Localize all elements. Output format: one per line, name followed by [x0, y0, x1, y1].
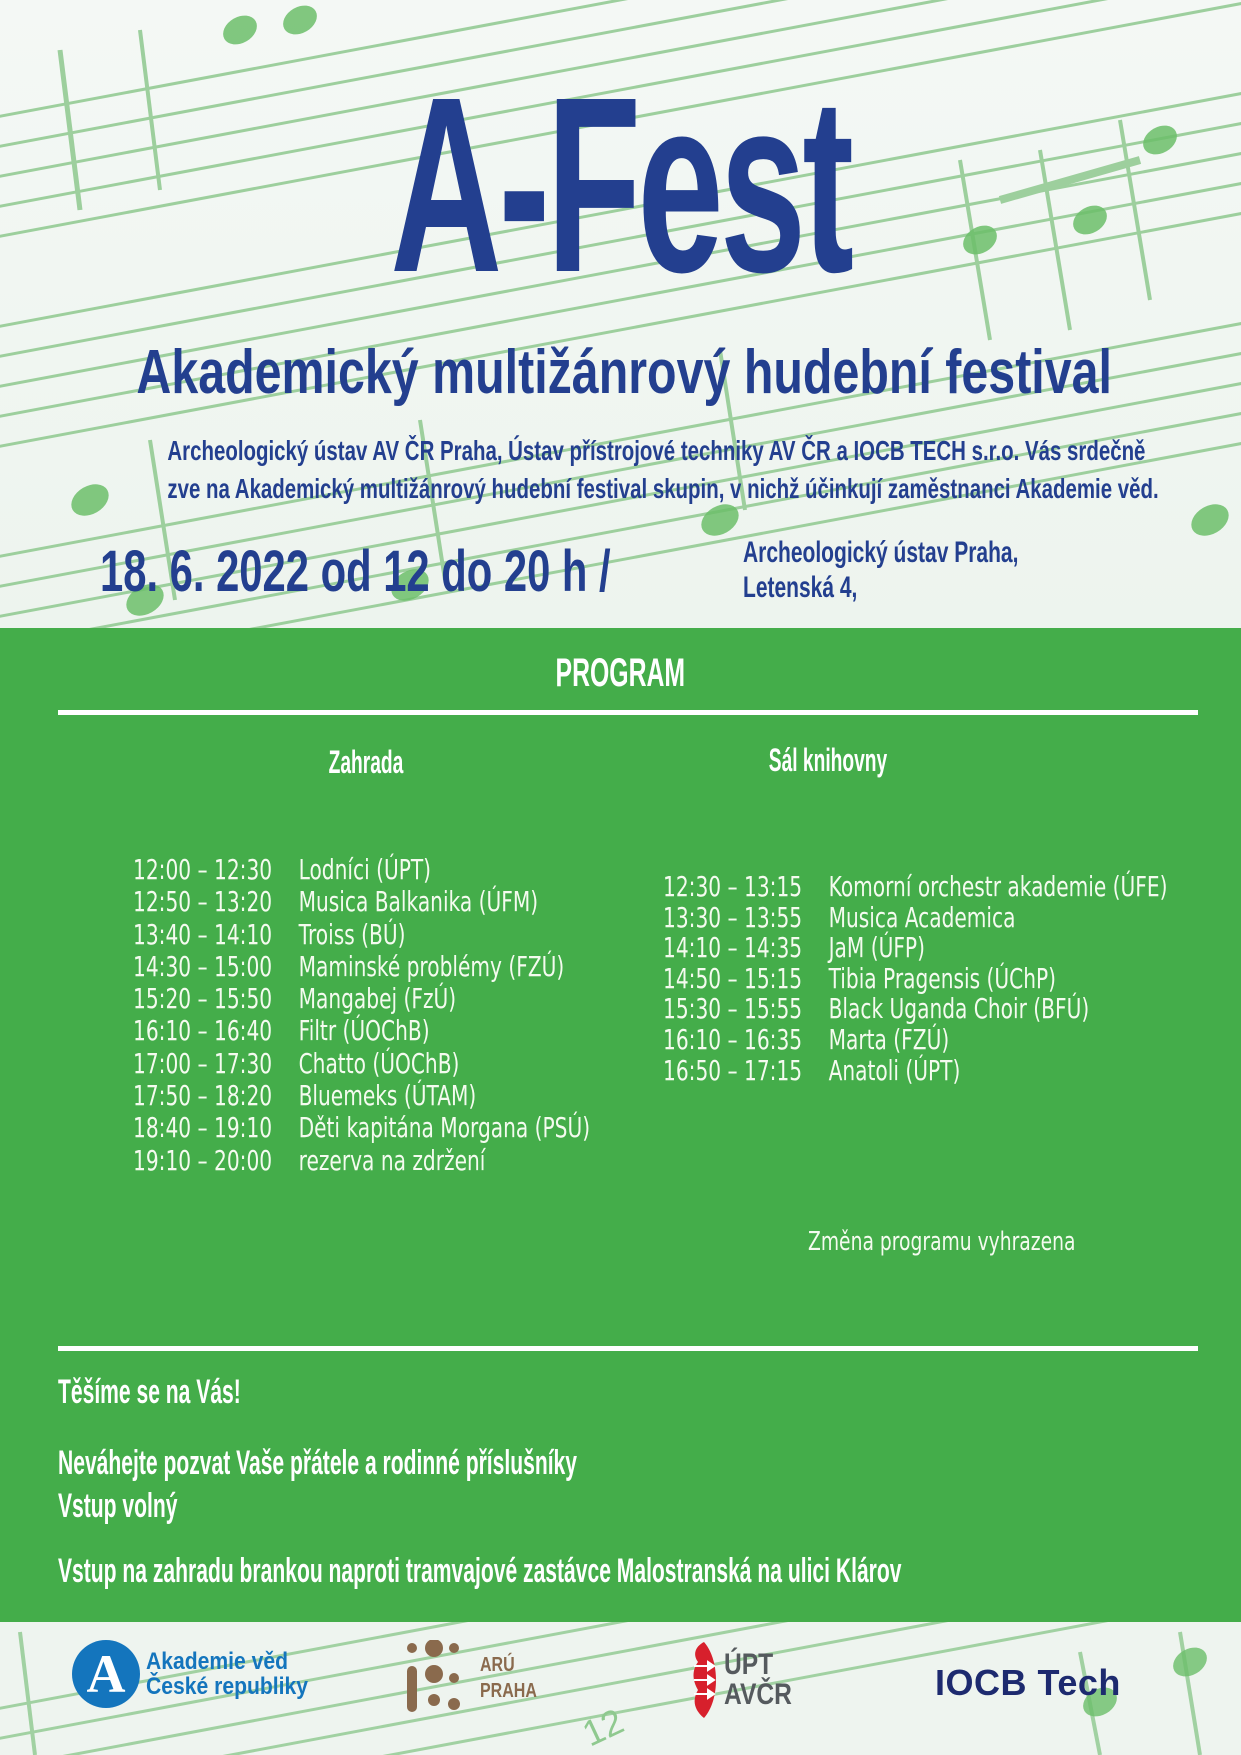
logo-upt-avcr[interactable]: [690, 1640, 807, 1720]
invitation-line-2: zve na Akademický multižánrový hudební festival skupin, v nichž účinkují zaměstnanci Akademie věd.: [167, 473, 1159, 504]
column-heading-zahrada: Zahrada: [328, 744, 404, 780]
slot-act: Děti kapitána Morgana (PSÚ): [298, 1111, 591, 1145]
slot-act: Bluemeks (ÚTAM): [298, 1079, 477, 1113]
venue-line-2: Letenská 4,: [743, 571, 858, 604]
schedule-row: [133, 1145, 590, 1177]
event-date-time: 18. 6. 2022 od 12 do 20 h /: [100, 539, 611, 604]
schedule-row: [133, 886, 590, 918]
slot-time: 16:50 – 17:15: [663, 1053, 803, 1087]
slot-act: Troiss (BÚ): [298, 917, 406, 951]
slot-time: 12:00 – 12:30: [133, 853, 273, 886]
schedule-row: [133, 919, 590, 951]
slot-act: Black Uganda Choir (BFÚ): [828, 992, 1090, 1026]
slot-time: 15:20 – 15:50: [133, 982, 273, 1016]
slot-time: 12:30 – 13:15: [663, 870, 803, 903]
logo-iocb-tech[interactable]: [935, 1662, 1121, 1704]
logo-aru-praha[interactable]: [404, 1640, 551, 1716]
program-divider-bottom: [58, 1346, 1198, 1351]
slot-time: 16:10 – 16:35: [663, 1022, 803, 1056]
upt-wordmark: [724, 1650, 792, 1710]
schedule-row: [663, 1022, 1167, 1056]
schedule-row: [663, 961, 1167, 995]
column-heading-sal-knihovny: Sál knihovny: [768, 742, 888, 778]
schedule-sal-knihovny: [663, 872, 1167, 1086]
program-change-note: Změna programu vyhrazena: [808, 1227, 1076, 1257]
slot-time: 19:10 – 20:00: [133, 1143, 273, 1177]
slot-act: Filtr (ÚOChB): [298, 1014, 430, 1048]
program-divider-top: [58, 710, 1198, 715]
schedule-row: [663, 900, 1167, 934]
slot-act: Marta (FZÚ): [828, 1022, 950, 1056]
slot-act: Lodníci (ÚPT): [298, 853, 432, 886]
slot-act: Chatto (ÚOChB): [298, 1046, 460, 1080]
program-panel: [0, 628, 1241, 1622]
entry-directions-text: Vstup na zahradu brankou naproti tramvajové zastávce Malostranská na ulici Klárov: [58, 1552, 902, 1590]
schedule-row: [663, 1053, 1167, 1087]
slot-time: 14:30 – 15:00: [133, 949, 273, 983]
slot-time: 14:10 – 14:35: [663, 931, 803, 965]
schedule-row: [133, 1112, 590, 1144]
schedule-row: [133, 1048, 590, 1080]
slot-act: Musica Balkanika (ÚFM): [298, 885, 539, 919]
slot-time: 14:50 – 15:15: [663, 961, 803, 995]
slot-time: 16:10 – 16:40: [133, 1014, 273, 1048]
av-cr-wordmark: [146, 1649, 308, 1699]
greeting-text: Těšíme se na Vás!: [58, 1373, 241, 1411]
slot-act: JaM (ÚFP): [828, 931, 925, 965]
slot-act: Musica Academica: [828, 900, 1016, 934]
schedule-row: [663, 933, 1167, 964]
festival-subtitle: Akademický multižánrový hudební festival: [136, 338, 1112, 407]
aru-line-1: ARÚ: [480, 1654, 515, 1676]
logo-akademie-ved[interactable]: [72, 1640, 330, 1708]
slot-act: Mangabej (FzÚ): [298, 982, 457, 1016]
free-entry-text: Vstup volný: [58, 1487, 178, 1525]
slot-time: 17:50 – 18:20: [133, 1079, 273, 1113]
av-cr-emblem-icon: A: [72, 1640, 140, 1708]
schedule-row: [663, 994, 1167, 1025]
slot-act: rezerva na zdržení: [298, 1143, 486, 1177]
schedule-row: [133, 1015, 590, 1047]
invitation-line-1: Archeologický ústav AV ČR Praha, Ústav přístrojové techniky AV ČR a IOCB TECH s.r.o. Vás srdečně: [167, 435, 1146, 466]
slot-time: 17:00 – 17:30: [133, 1046, 273, 1080]
slot-act: Anatoli (ÚPT): [828, 1053, 961, 1087]
schedule-row: [133, 1080, 590, 1112]
slot-act: Komorní orchestr akademie (ÚFE): [828, 870, 1168, 903]
invite-text: Neváhejte pozvat Vaše přátele a rodinné příslušníky: [58, 1444, 578, 1482]
schedule-row: [663, 872, 1167, 903]
aru-wordmark: [480, 1652, 537, 1704]
slot-time: 12:50 – 13:20: [133, 885, 273, 919]
festival-title: A-Fest: [390, 45, 851, 324]
program-title: PROGRAM: [555, 651, 686, 695]
schedule-row: [133, 854, 590, 886]
upt-line-2: AVČR: [724, 1678, 792, 1711]
aru-line-2: PRAHA: [480, 1680, 537, 1702]
aru-dots-icon: [404, 1640, 460, 1716]
schedule-row: [133, 951, 590, 983]
av-cr-line-2: České republiky: [146, 1673, 309, 1700]
slot-act: Maminské problémy (FZÚ): [298, 949, 565, 983]
slot-time: 18:40 – 19:10: [133, 1111, 273, 1145]
upt-line-1: ÚPT: [724, 1648, 774, 1681]
slot-time: 13:30 – 13:55: [663, 900, 803, 934]
schedule-zahrada: [133, 854, 590, 1177]
event-venue: [743, 535, 1018, 605]
upt-emblem-icon: [690, 1640, 720, 1720]
slot-time: 15:30 – 15:55: [663, 992, 803, 1026]
schedule-row: [133, 983, 590, 1015]
slot-act: Tibia Pragensis (ÚChP): [828, 961, 1056, 995]
measure-number: 12: [576, 1700, 630, 1755]
av-cr-line-1: Akademie věd: [146, 1648, 289, 1675]
venue-line-1: Archeologický ústav Praha,: [743, 536, 1019, 569]
slot-time: 13:40 – 14:10: [133, 917, 273, 951]
iocb-wordmark: IOCB Tech: [935, 1662, 1121, 1703]
invitation-text: [167, 432, 1159, 508]
